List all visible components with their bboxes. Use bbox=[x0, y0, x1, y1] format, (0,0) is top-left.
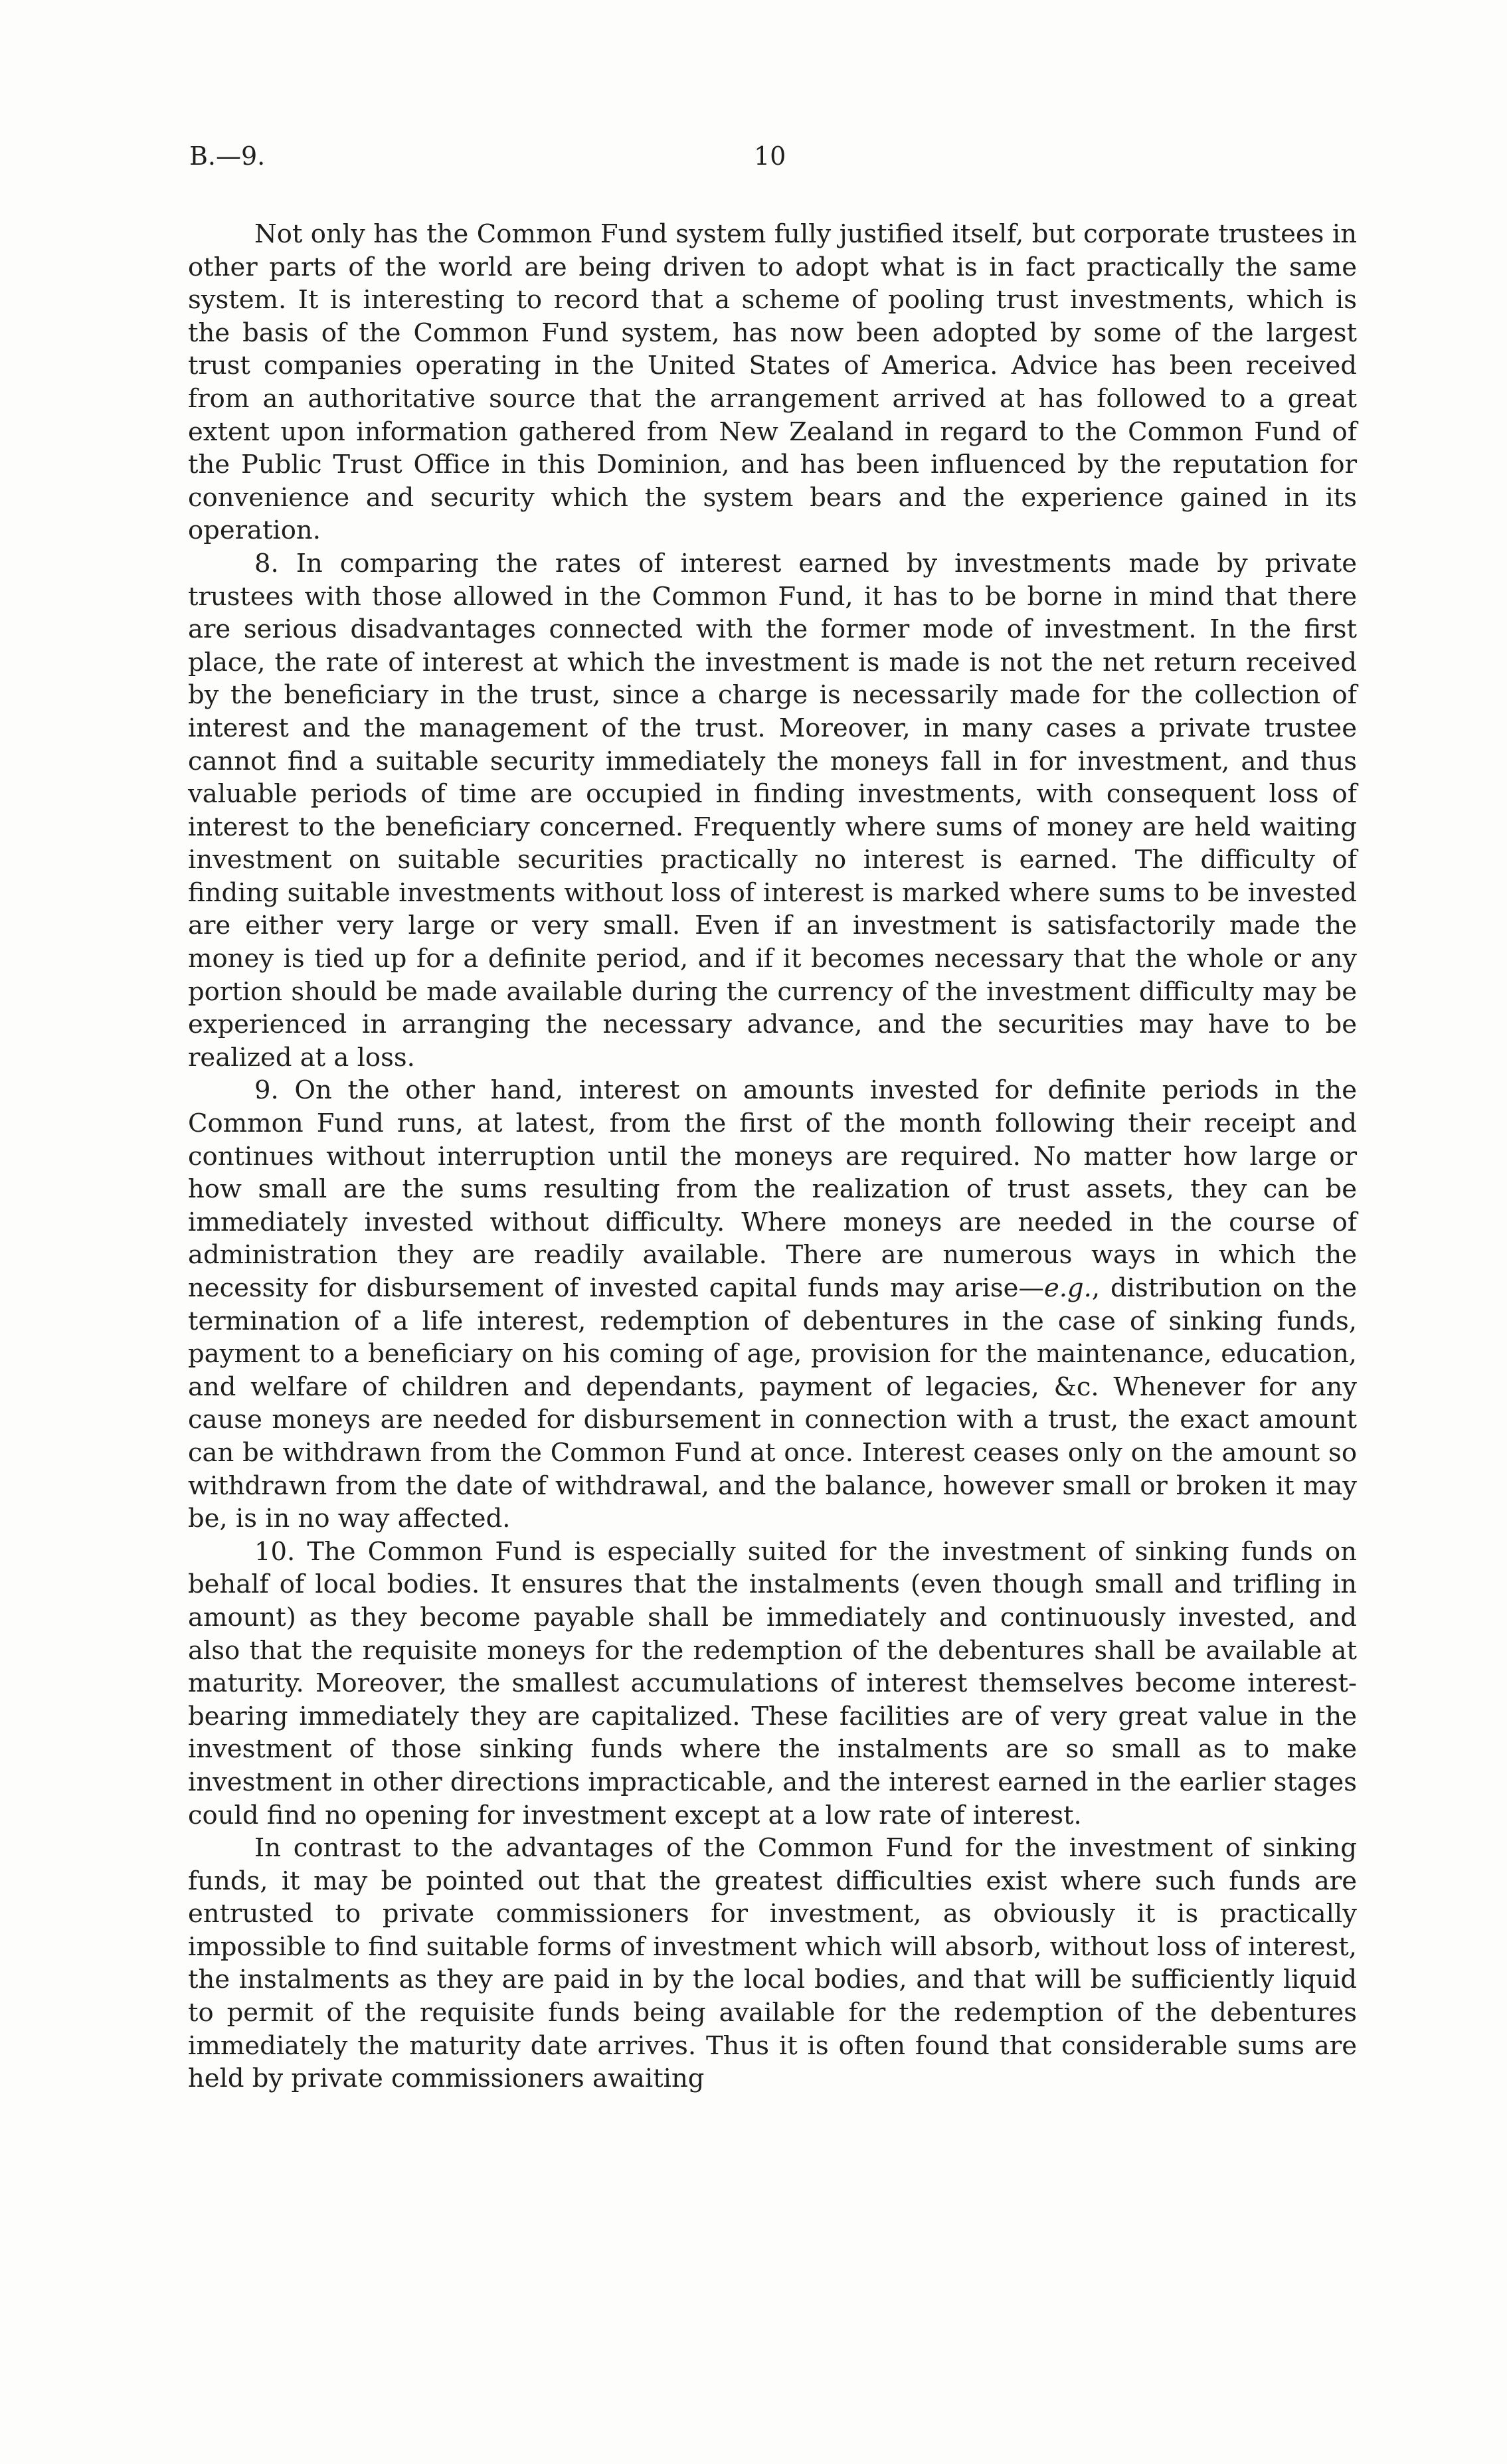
page-number: 10 bbox=[754, 141, 786, 171]
paragraph-common-fund-system: Not only has the Common Fund system fully justified itself, but corporate trustees in other parts of the world are being driven to adopt what is in fact practically the same system. It is interesting to record that a scheme of pooling trust investments, which is the basis of the Common Fund system, has now been adopted by some of the largest trust companies operating in the United States of America. Advice has been received from an authoritative source that the arrangement arrived at has followed to a great extent upon information gathered from New Zealand in regard to the Common Fund of the Public Trust Office in this Dominion, and has been influenced by the reputation for convenience and security which the system bears and the experience gained in its operation. bbox=[188, 219, 1357, 546]
paragraph-9-common-fund-interest bbox=[188, 1074, 1357, 1535]
document-reference: B.—9. bbox=[189, 141, 266, 171]
paragraph-9-emphasis: e.g. bbox=[1043, 1273, 1092, 1303]
paragraph-9-text-before: 9. On the other hand, interest on amounts invested for definite periods in the Common Fund runs, at latest, from the first of the month following their receipt and continues without interruption until the moneys are required. No matter how large or how small are the sums resulting from the realization of trust assets, they can be immediately invested without difficulty. Where moneys are needed in the course of administration they are readily available. There are numerous ways in which the necessity for disbursement of invested capital funds may arise— bbox=[188, 1075, 1357, 1303]
paragraph-8-private-trustees: 8. In comparing the rates of interest earned by investments made by private trustees with those allowed in the Common Fund, it has to be borne in mind that there are serious disadvantages connected with the former mode of investment. In the first place, the rate of interest at which the investment is made is not the net return received by the beneficiary in the trust, since a charge is necessarily made for the collection of interest and the management of the trust. Moreover, in many cases a private trustee cannot find a suitable security immediately the moneys fall in for investment, and thus valuable periods of time are occupied in finding investments, with consequent loss of interest to the beneficiary concerned. Frequently where sums of money are held waiting investment on suitable securities practically no interest is earned. The difficulty of finding suitable investments without loss of interest is marked where sums to be invested are either very large or very small. Even if an investment is satisfactorily made the money is tied up for a definite period, and if it becomes necessary that the whole or any portion should be made available during the currency of the investment difficulty may be experienced in arranging the necessary advance, and the securities may have to be realized at a loss. bbox=[188, 548, 1357, 1073]
paragraph-contrast-private-commissioners: In contrast to the advantages of the Common Fund for the investment of sinking funds, it may be pointed out that the greatest difficulties exist where such funds are entrusted to private commissioners for investment, as obviously it is practically impossible to find suitable forms of investment which will absorb, without loss of interest, the instalments as they are paid in by the local bodies, and that will be sufficiently liquid to permit of the requisite funds being available for the redemption of the debentures immediately the maturity date arrives. Thus it is often found that considerable sums are held by private commissioners awaiting bbox=[188, 1833, 1357, 2094]
paragraph-10-sinking-funds: 10. The Common Fund is especially suited for the investment of sinking funds on behalf of local bodies. It ensures that the instalments (even though small and trifling in amount) as they become payable shall be immediately and continuously invested, and also that the requisite moneys for the redemption of the debentures shall be available at maturity. Moreover, the smallest accumulations of interest themselves become interest-bearing immediately they are capitalized. These facilities are of very great value in the investment of those sinking funds where the instalments are so small as to make investment in other directions impracticable, and the interest earned in the earlier stages could find no opening for investment except at a low rate of interest. bbox=[188, 1536, 1358, 1830]
body-text bbox=[188, 218, 1357, 2095]
page-header bbox=[189, 136, 1352, 176]
paragraph-9-text-after: , distribution on the termination of a life interest, redemption of debentures in the case of sinking funds, payment to a beneficiary on his coming of age, provision for the maintenance, education, and welfare of children and dependants, payment of legacies, &c. Whenever for any cause moneys are needed for disbursement in connection with a trust, the exact amount can be withdrawn from the Common Fund at once. Interest ceases only on the amount so withdrawn from the date of withdrawal, and the balance, however small or broken it may be, is in no way affected. bbox=[188, 1273, 1357, 1534]
